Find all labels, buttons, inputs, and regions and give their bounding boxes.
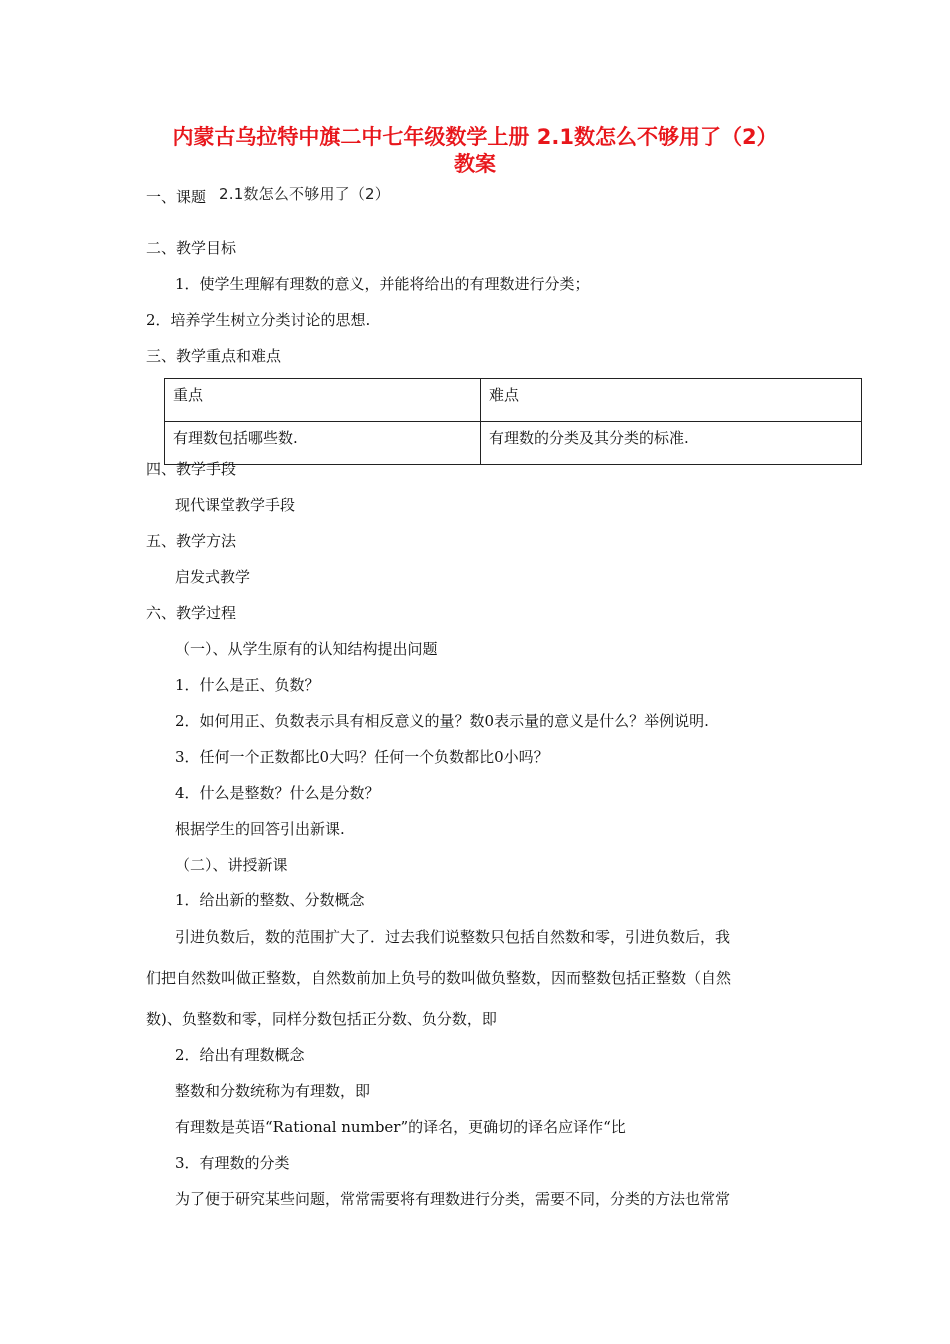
question-3: 3．任何一个正数都比0大吗？任何一个负数都比0小吗？ — [175, 748, 549, 766]
table-row — [165, 422, 862, 465]
document-title-continued: 教案 — [454, 152, 496, 176]
document-title: 内蒙古乌拉特中旗二中七年级数学上册 2.1数怎么不够用了（2） — [172, 125, 778, 149]
process-subsection-1: （一）、从学生原有的认知结构提出问题 — [175, 640, 438, 658]
section-keypoints-heading: 三、教学重点和难点 — [146, 347, 282, 365]
section-process-heading: 六、教学过程 — [146, 604, 237, 622]
point-1-paragraph-line: 们把自然数叫做正整数，自然数前加上负号的数叫做负整数，因而整数包括正整数（自然 — [146, 969, 732, 987]
point-1-title: 1．给出新的整数、分数概念 — [175, 891, 365, 909]
point-2-paragraph-line: 整数和分数统称为有理数，即 — [175, 1082, 371, 1100]
point-1-paragraph-line: 数)、负整数和零，同样分数包括正分数、负分数，即 — [146, 1010, 497, 1028]
point-3-title: 3．有理数的分类 — [175, 1154, 290, 1172]
question-1: 1．什么是正、负数？ — [175, 676, 320, 694]
point-2-paragraph-line: 有理数是英语“Rational number”的译名，更确切的译名应译作“比 — [175, 1118, 626, 1136]
section-method-heading: 五、教学方法 — [146, 532, 237, 550]
point-1-paragraph-line: 引进负数后，数的范围扩大了．过去我们说整数只包括自然数和零，引进负数后，我 — [175, 928, 731, 946]
keypoints-header-difficulty: 难点 — [481, 379, 862, 422]
method-value: 启发式教学 — [175, 568, 251, 586]
process-subsection-2: （二）、讲授新课 — [175, 856, 288, 874]
means-value: 现代课堂教学手段 — [175, 496, 296, 514]
lead-in-text: 根据学生的回答引出新课. — [175, 820, 345, 838]
goal-item-2: 2．培养学生树立分类讨论的思想. — [146, 311, 371, 329]
question-2: 2．如何用正、负数表示具有相反意义的量？数0表示量的意义是什么？举例说明. — [175, 712, 709, 730]
point-3-paragraph-line: 为了便于研究某些问题，常常需要将有理数进行分类，需要不同，分类的方法也常常 — [175, 1190, 731, 1208]
keypoints-table — [164, 378, 862, 465]
keypoints-cell-difficulty: 有理数的分类及其分类的标准. — [481, 422, 862, 465]
section-means-heading: 四、教学手段 — [146, 460, 237, 478]
topic-title-image-text: 2.1数怎么不够用了（2） — [219, 185, 390, 203]
goal-item-1: 1．使学生理解有理数的意义，并能将给出的有理数进行分类； — [175, 275, 590, 293]
keypoints-cell-focus: 有理数包括哪些数. — [165, 422, 481, 465]
question-4: 4．什么是整数？什么是分数？ — [175, 784, 380, 802]
section-goals-heading: 二、教学目标 — [146, 239, 237, 257]
section-topic-heading: 一、课题 — [146, 188, 207, 206]
keypoints-header-focus: 重点 — [165, 379, 481, 422]
table-row — [165, 379, 862, 422]
point-2-title: 2．给出有理数概念 — [175, 1046, 305, 1064]
